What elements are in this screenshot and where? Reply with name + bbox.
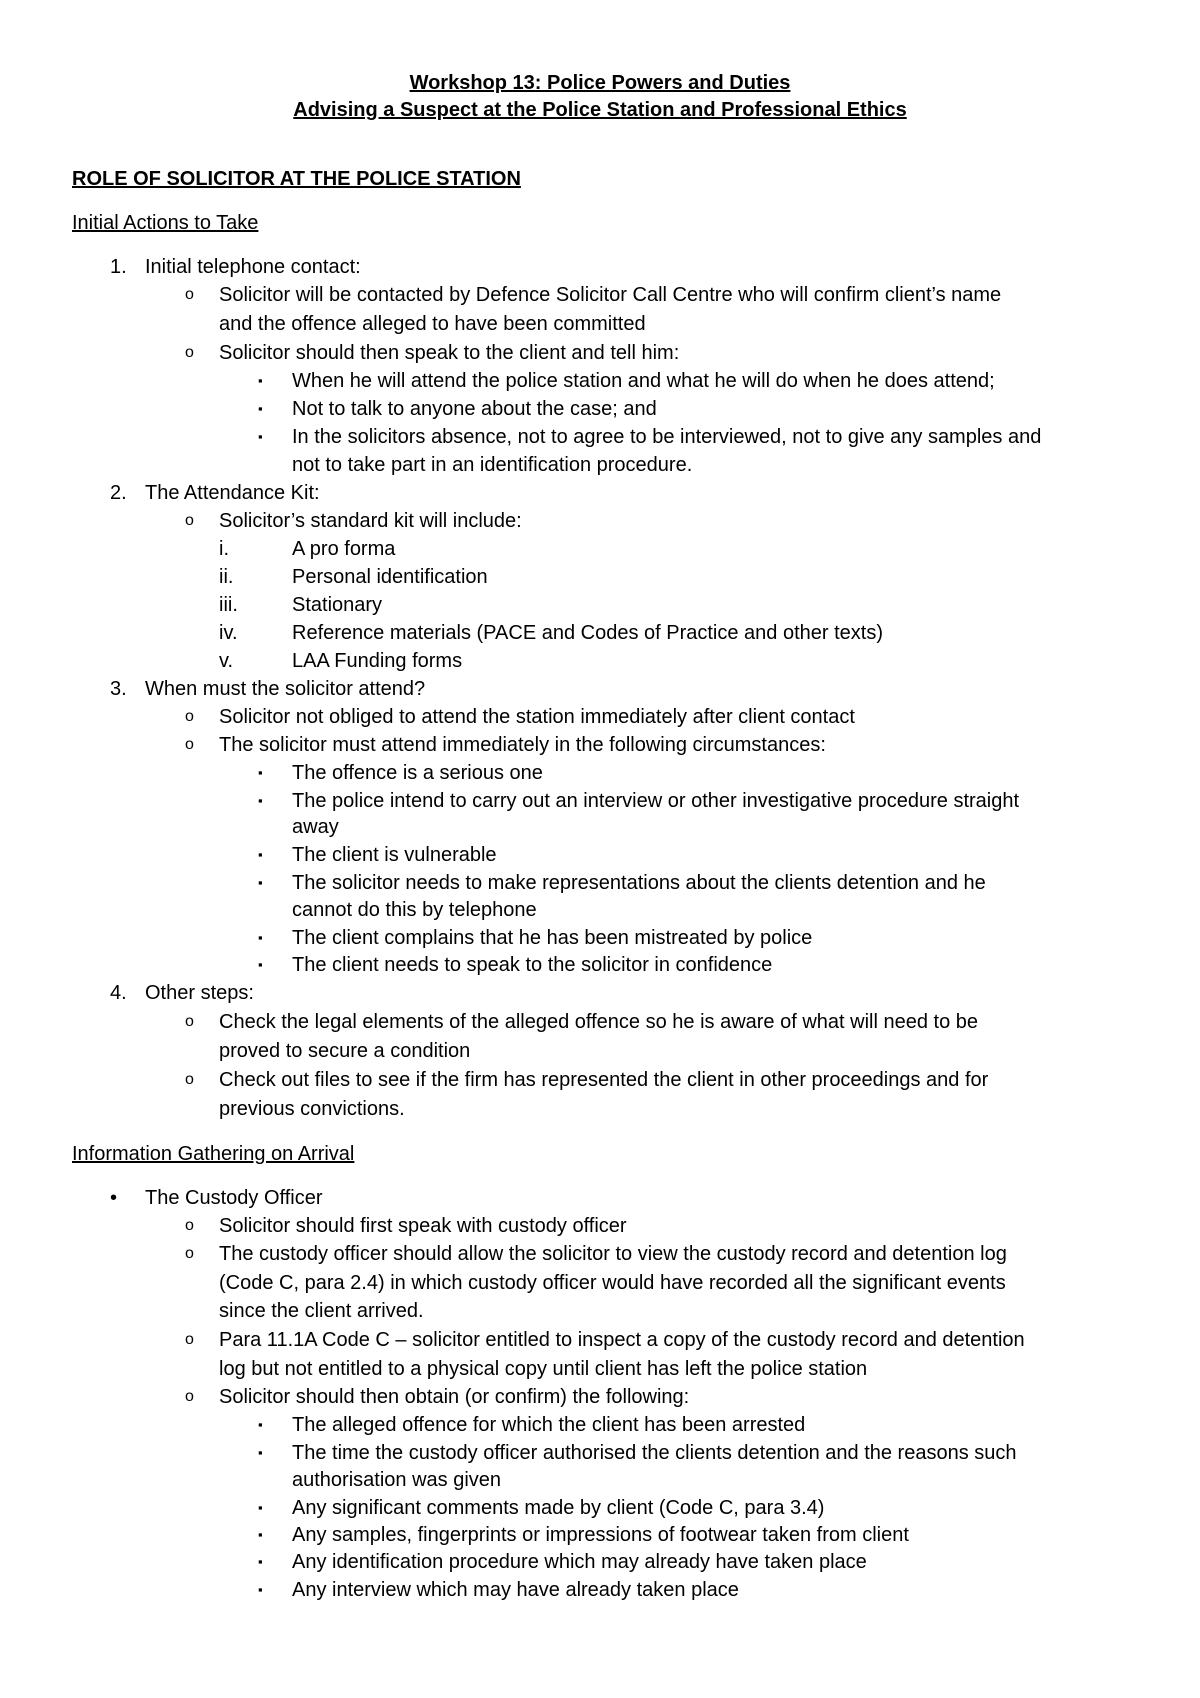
list-number: 2. — [110, 482, 127, 504]
square-bullet-icon: ▪ — [258, 429, 263, 444]
dot-bullet-icon: • — [110, 1187, 118, 1209]
square-bullet-icon: ▪ — [258, 1582, 263, 1597]
circle-bullet-icon: o — [185, 1331, 194, 1348]
list-item: Any significant comments made by client (Code C, para 3.4) — [292, 1497, 825, 1519]
square-bullet-icon: ▪ — [258, 875, 263, 890]
list-item: The Custody Officer — [145, 1187, 323, 1209]
list-item: Solicitor should then speak to the client and tell him: — [219, 342, 680, 364]
circle-bullet-icon: o — [185, 344, 194, 361]
list-item-continuation: away — [292, 816, 339, 838]
square-bullet-icon: ▪ — [258, 793, 263, 808]
list-item: Check out files to see if the firm has represented the client in other proceedings and for — [219, 1069, 989, 1091]
list-item: The client needs to speak to the solicitor in confidence — [292, 954, 773, 976]
roman-numeral: ii. — [219, 566, 234, 588]
list-item: Para 11.1A Code C – solicitor entitled to inspect a copy of the custody record and detention — [219, 1329, 1025, 1351]
list-item-continuation: authorisation was given — [292, 1469, 502, 1491]
list-item-continuation: proved to secure a condition — [219, 1040, 471, 1062]
list-item: Solicitor not obliged to attend the station immediately after client contact — [219, 706, 855, 728]
square-bullet-icon: ▪ — [258, 847, 263, 862]
list-item: Any identification procedure which may already have taken place — [292, 1551, 867, 1573]
subheading-initial-actions: Initial Actions to Take — [72, 212, 259, 234]
list-item: The solicitor must attend immediately in the following circumstances: — [219, 734, 826, 756]
square-bullet-icon: ▪ — [258, 1500, 263, 1515]
square-bullet-icon: ▪ — [258, 401, 263, 416]
list-item: Other steps: — [145, 982, 254, 1004]
document-title: Workshop 13: Police Powers and Duties — [409, 72, 791, 94]
list-item-continuation: log but not entitled to a physical copy until client has left the police station — [219, 1358, 868, 1380]
list-number: 1. — [110, 256, 127, 278]
roman-numeral: iv. — [219, 622, 238, 644]
list-item: Solicitor should then obtain (or confirm) the following: — [219, 1386, 690, 1408]
list-item: The custody officer should allow the solicitor to view the custody record and detention log — [219, 1243, 1007, 1265]
list-number: 4. — [110, 982, 127, 1004]
list-item: Personal identification — [292, 566, 488, 588]
list-number: 3. — [110, 678, 127, 700]
circle-bullet-icon: o — [185, 512, 194, 529]
subheading-information-gathering: Information Gathering on Arrival — [72, 1143, 355, 1165]
square-bullet-icon: ▪ — [258, 373, 263, 388]
list-item: Solicitor’s standard kit will include: — [219, 510, 522, 532]
list-item: Not to talk to anyone about the case; and — [292, 398, 657, 420]
list-item: Any samples, fingerprints or impressions of footwear taken from client — [292, 1524, 909, 1546]
document-subtitle: Advising a Suspect at the Police Station and Professional Ethics — [293, 99, 907, 121]
list-item: In the solicitors absence, not to agree to be interviewed, not to give any samples and — [292, 426, 1042, 448]
list-item: When he will attend the police station and what he will do when he does attend; — [292, 370, 995, 392]
list-item: A pro forma — [292, 538, 396, 560]
circle-bullet-icon: o — [185, 1071, 194, 1088]
list-item-continuation: previous convictions. — [219, 1098, 405, 1120]
list-item-continuation: not to take part in an identification procedure. — [292, 454, 693, 476]
list-item: The client is vulnerable — [292, 844, 497, 866]
list-item: Solicitor should first speak with custody officer — [219, 1215, 627, 1237]
roman-numeral: i. — [219, 538, 229, 560]
list-item: The time the custody officer authorised the clients detention and the reasons such — [292, 1442, 1017, 1464]
circle-bullet-icon: o — [185, 1013, 194, 1030]
circle-bullet-icon: o — [185, 286, 194, 303]
square-bullet-icon: ▪ — [258, 1445, 263, 1460]
section-heading: ROLE OF SOLICITOR AT THE POLICE STATION — [72, 168, 521, 190]
list-item: Initial telephone contact: — [145, 256, 361, 278]
square-bullet-icon: ▪ — [258, 1527, 263, 1542]
list-item-continuation: and the offence alleged to have been committed — [219, 313, 646, 335]
square-bullet-icon: ▪ — [258, 1417, 263, 1432]
list-item-continuation: since the client arrived. — [219, 1300, 424, 1322]
list-item-continuation: cannot do this by telephone — [292, 899, 537, 921]
roman-numeral: v. — [219, 650, 234, 672]
circle-bullet-icon: o — [185, 1245, 194, 1262]
square-bullet-icon: ▪ — [258, 765, 263, 780]
circle-bullet-icon: o — [185, 736, 194, 753]
list-item: The client complains that he has been mistreated by police — [292, 927, 813, 949]
circle-bullet-icon: o — [185, 708, 194, 725]
list-item: Solicitor will be contacted by Defence Solicitor Call Centre who will confirm client’s name — [219, 284, 1002, 306]
list-item: The solicitor needs to make representations about the clients detention and he — [292, 872, 986, 894]
list-item: Stationary — [292, 594, 383, 616]
circle-bullet-icon: o — [185, 1217, 194, 1234]
list-item: Reference materials (PACE and Codes of Practice and other texts) — [292, 622, 884, 644]
list-item: The police intend to carry out an interview or other investigative procedure straight — [292, 790, 1020, 812]
square-bullet-icon: ▪ — [258, 1554, 263, 1569]
list-item: Any interview which may have already taken place — [292, 1579, 739, 1601]
list-item: The Attendance Kit: — [145, 482, 320, 504]
list-item: Check the legal elements of the alleged offence so he is aware of what will need to be — [219, 1011, 978, 1033]
list-item: The offence is a serious one — [292, 762, 543, 784]
list-item: When must the solicitor attend? — [145, 678, 426, 700]
list-item: The alleged offence for which the client has been arrested — [292, 1414, 806, 1436]
square-bullet-icon: ▪ — [258, 957, 263, 972]
square-bullet-icon: ▪ — [258, 930, 263, 945]
list-item-continuation: (Code C, para 2.4) in which custody officer would have recorded all the significant events — [219, 1272, 1006, 1294]
roman-numeral: iii. — [219, 594, 238, 616]
circle-bullet-icon: o — [185, 1388, 194, 1405]
list-item: LAA Funding forms — [292, 650, 463, 672]
